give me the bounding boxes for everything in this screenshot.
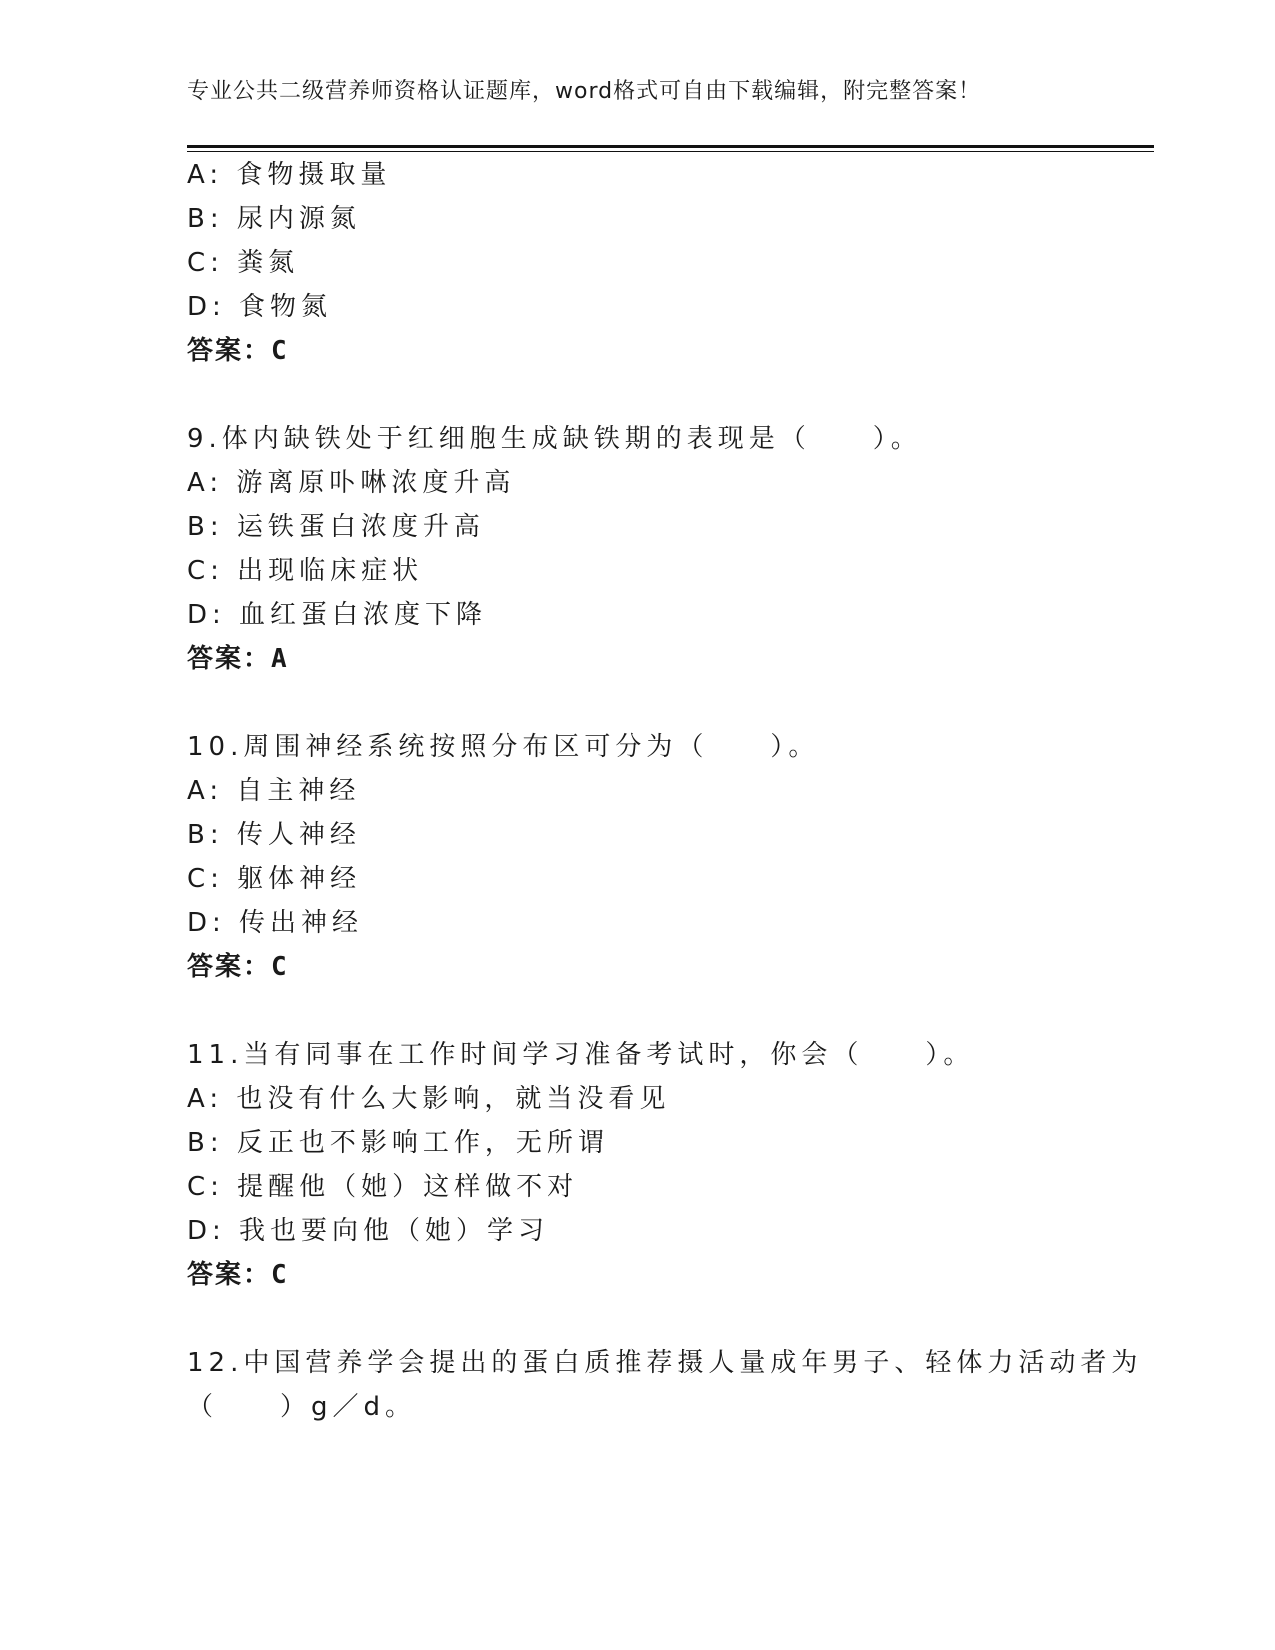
q9-answer: 答案：A: [187, 644, 289, 674]
q11-option-b: B: 反正也不影响工作，无所谓: [187, 1128, 609, 1158]
q11-question: 11.当有同事在工作时间学习准备考试时，你会（ ）。: [187, 1040, 975, 1070]
q9-question: 9.体内缺铁处于红细胞生成缺铁期的表现是（ ）。: [187, 424, 922, 454]
q8-option-b: B: 尿内源氮: [187, 204, 361, 234]
header-rule-thin: [187, 151, 1154, 152]
page-header: 专业公共二级营养师资格认证题库，word格式可自由下载编辑，附完整答案！: [187, 79, 982, 104]
q9-option-a: A: 游离原卟啉浓度升高: [187, 468, 516, 498]
q10-option-c: C: 躯体神经: [187, 864, 362, 894]
q11-option-d: D: 我也要向他（她）学习: [187, 1216, 550, 1246]
q8-option-d: D: 食物氮: [187, 292, 333, 322]
q8-answer: 答案：C: [187, 336, 289, 366]
q10-option-a: A: 自主神经: [187, 776, 361, 806]
q12-question-line1: 12.中国营养学会提出的蛋白质推荐摄人量成年男子、轻体力活动者为: [187, 1348, 1143, 1378]
q11-answer: 答案：C: [187, 1260, 289, 1290]
q10-option-b: B: 传人神经: [187, 820, 361, 850]
q12-question-line2: （ ）g／d。: [187, 1392, 417, 1422]
q8-option-a: A: 食物摄取量: [187, 160, 392, 190]
q10-answer: 答案：C: [187, 952, 289, 982]
header-rule-thick: [187, 145, 1154, 148]
q10-option-d: D: 传出神经: [187, 908, 364, 938]
q9-option-b: B: 运铁蛋白浓度升高: [187, 512, 485, 542]
q11-option-c: C: 提醒他（她）这样做不对: [187, 1172, 579, 1202]
q9-option-c: C: 出现临床症状: [187, 556, 424, 586]
q11-option-a: A: 也没有什么大影响，就当没看见: [187, 1084, 671, 1114]
q10-question: 10.周围神经系统按照分布区可分为（ ）。: [187, 732, 820, 762]
q9-option-d: D: 血红蛋白浓度下降: [187, 600, 488, 630]
q8-option-c: C: 粪氮: [187, 248, 300, 278]
